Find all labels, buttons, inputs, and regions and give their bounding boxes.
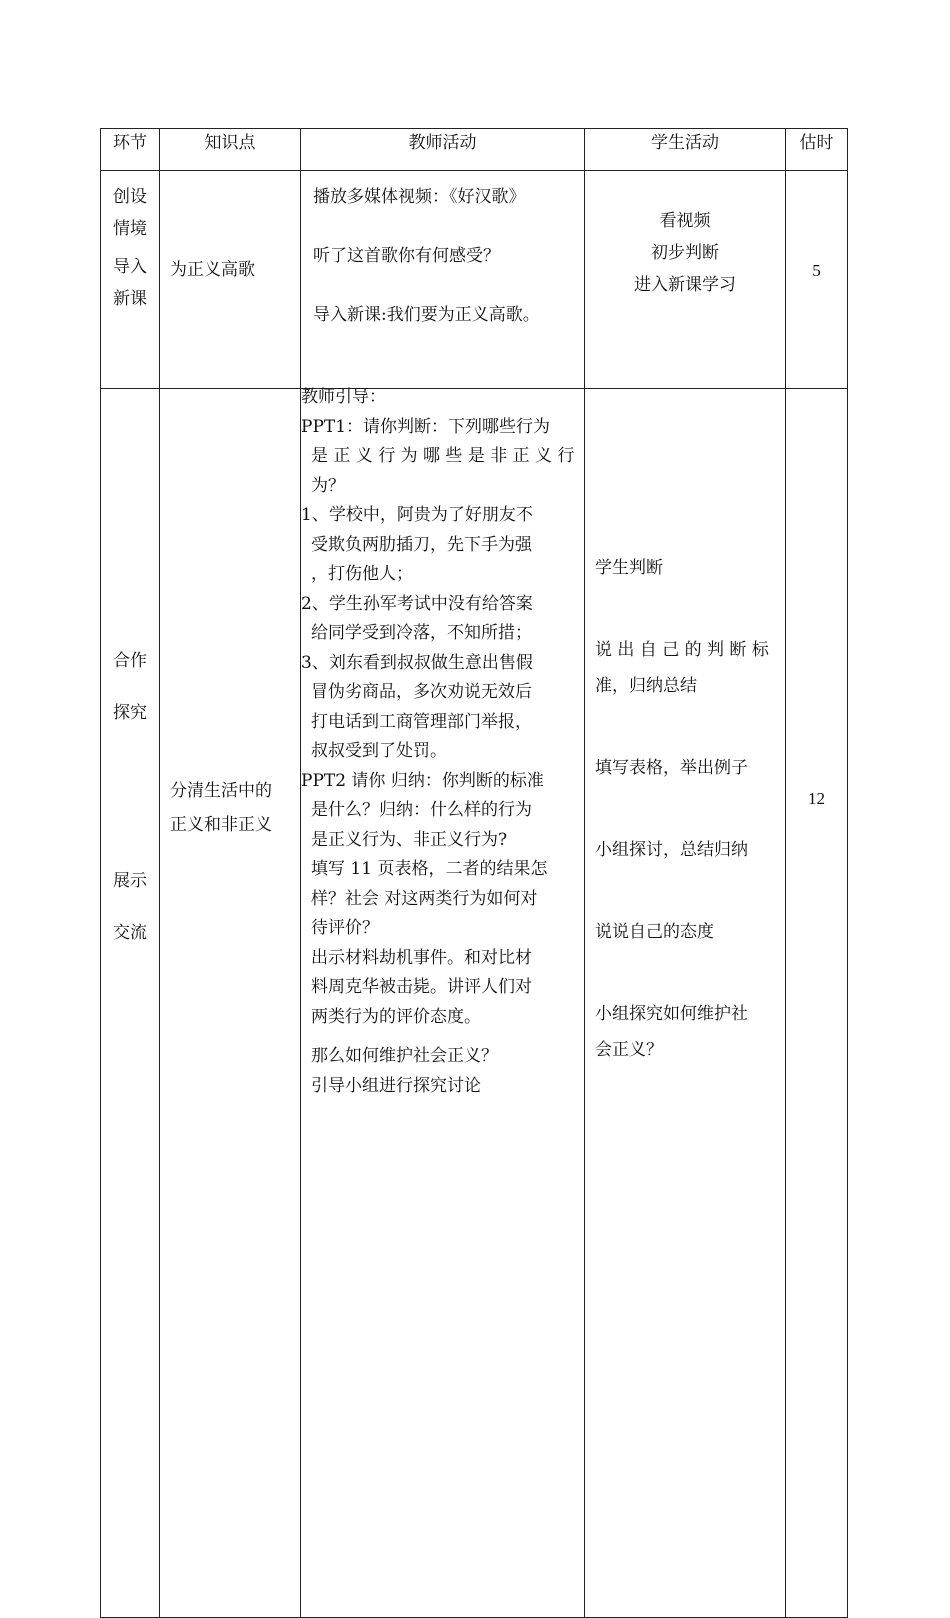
student-line: 看视频 — [659, 211, 711, 231]
teacher-line: ，打伤他人； — [311, 564, 413, 584]
teacher-line: 两类行为的评价态度。 — [311, 1006, 481, 1027]
header-student-activity: 学生活动 — [585, 129, 786, 171]
header-teacher-activity: 教师活动 — [301, 129, 585, 171]
teacher-line: 填写 11 页表格，二者的结果怎 — [311, 859, 548, 879]
stage-text: 交流 — [113, 923, 147, 943]
teacher-line: 2、学生孙军考试中没有给答案 — [301, 593, 533, 614]
teacher-line: 1、学校中，阿贵为了好朋友不 — [301, 505, 533, 525]
table-row — [101, 171, 848, 389]
teacher-line: 出示材料劫机事件。和对比材 — [311, 947, 532, 968]
stage-cell — [101, 171, 160, 389]
knowledge-cell — [160, 389, 301, 1618]
teacher-line: 引导小组进行探究讨论 — [311, 1075, 481, 1096]
stage-text: 导入 — [113, 257, 147, 277]
stage-text: 合作 — [113, 651, 147, 671]
header-stage: 环节 — [101, 129, 160, 171]
student-line: 初步判断 — [651, 243, 719, 263]
knowledge-text: 为正义高歌 — [170, 259, 255, 280]
teacher-line: PPT1：请你判断：下列哪些行为 — [301, 416, 551, 437]
time-cell — [786, 171, 848, 389]
teacher-line: 是 正 义 行 为 哪 些 是 非 正 义 行 — [311, 446, 575, 466]
stage-text: 情境 — [113, 219, 147, 239]
teacher-line: PPT2 请你 归纳：你判断的标准 — [301, 770, 544, 791]
teacher-line: 冒伪劣商品，多次劝说无效后 — [311, 682, 532, 702]
stage-text: 探究 — [113, 703, 147, 723]
stage-cell — [101, 389, 160, 1618]
teacher-line: 为？ — [311, 475, 345, 496]
teacher-line: 料周克华被击毙。讲评人们对 — [311, 977, 532, 997]
teacher-line: 样？社会 对这两类行为如何对 — [311, 888, 538, 909]
teacher-line: 是什么？归纳：什么样的行为 — [311, 800, 532, 820]
student-line: 小组探讨，总结归纳 — [595, 840, 748, 860]
teacher-line: 3、刘东看到叔叔做生意出售假 — [301, 652, 533, 673]
teacher-line: 打电话到工商管理部门举报， — [311, 711, 532, 732]
time-value: 12 — [808, 789, 825, 808]
student-line: 说 出 自 己 的 判 断 标 — [595, 640, 769, 660]
header-knowledge: 知识点 — [160, 129, 301, 171]
teacher-line: 播放多媒体视频：《好汉歌》 — [313, 187, 526, 207]
student-line: 说说自己的态度 — [595, 922, 714, 942]
student-line: 进入新课学习 — [634, 275, 736, 295]
teacher-line: 受欺负两肋插刀，先下手为强 — [311, 534, 532, 555]
teacher-line: 那么如何维护社会正义？ — [311, 1046, 498, 1066]
student-line: 会正义？ — [595, 1040, 663, 1060]
stage-text: 创设 — [113, 187, 147, 207]
student-line: 学生判断 — [595, 558, 663, 578]
teacher-line: 给同学受到冷落，不知所措； — [311, 623, 532, 643]
time-cell — [786, 389, 848, 1618]
teacher-line: 待评价？ — [311, 918, 379, 938]
knowledge-text: 分清生活中的 — [170, 781, 272, 801]
teacher-line: 听了这首歌你有何感受？ — [313, 246, 500, 266]
header-row — [101, 129, 848, 171]
teacher-line: 教师引导： — [301, 387, 386, 407]
knowledge-text: 正义和非正义 — [170, 815, 272, 835]
student-line: 填写表格，举出例子 — [595, 758, 748, 778]
teacher-activity-cell — [301, 171, 585, 389]
student-line: 小组探究如何维护社 — [595, 1004, 748, 1024]
stage-text: 展示 — [113, 871, 147, 891]
time-value: 5 — [812, 260, 821, 280]
student-activity-cell — [585, 171, 786, 389]
table-row — [101, 389, 848, 1618]
teacher-line: 叔叔受到了处罚。 — [311, 741, 447, 761]
knowledge-cell — [160, 171, 301, 389]
teacher-activity-cell — [301, 389, 585, 1618]
student-line: 准，归纳总结 — [595, 676, 697, 696]
teacher-line: 是正义行为、非正义行为? — [311, 829, 508, 850]
teacher-line: 导入新课:我们要为正义高歌。 — [313, 305, 540, 325]
lesson-plan-table — [100, 128, 848, 1618]
header-time: 估时 — [786, 129, 848, 171]
student-activity-cell — [585, 389, 786, 1618]
stage-text: 新课 — [113, 289, 147, 309]
